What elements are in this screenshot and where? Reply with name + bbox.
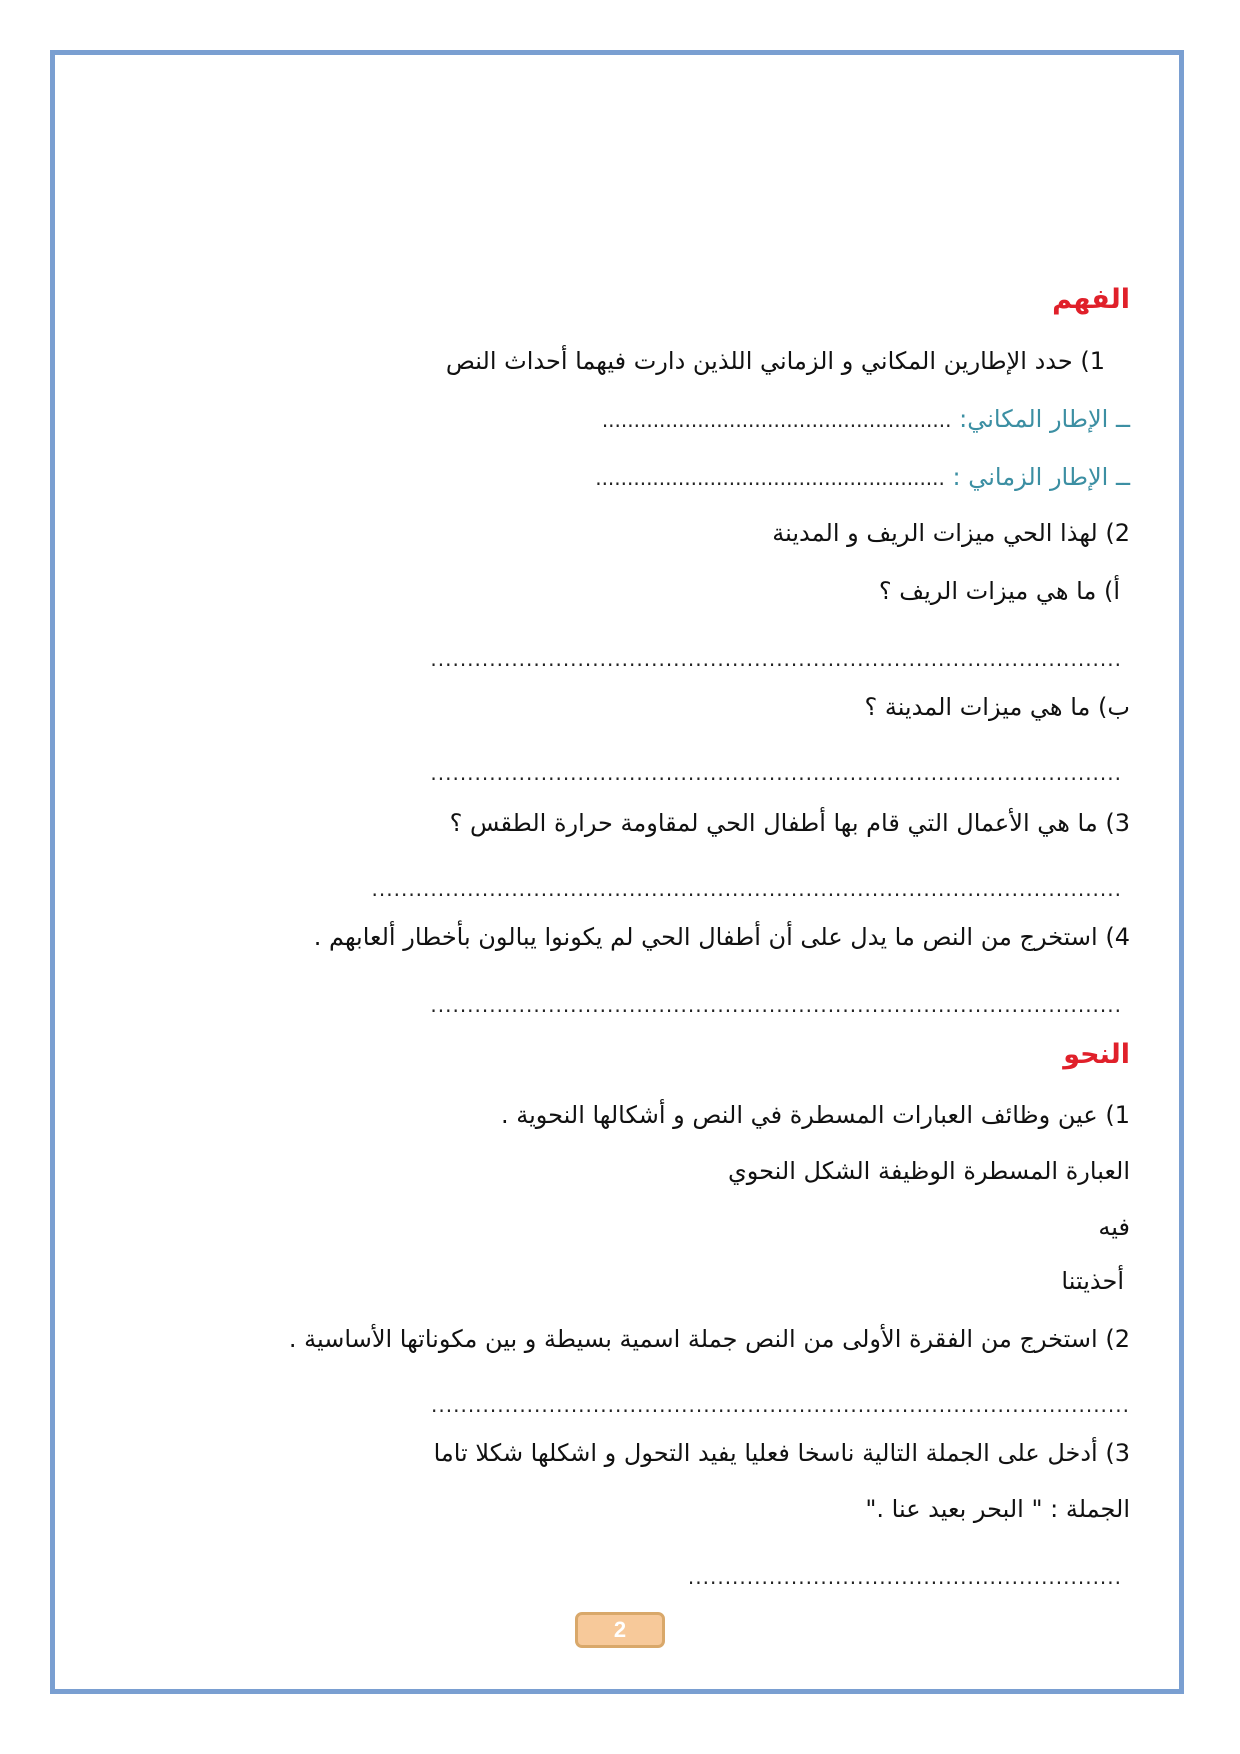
question-text: لهذا الحي ميزات الريف و المدينة xyxy=(772,519,1098,547)
answer-line-grammar-3: ........................................................... xyxy=(687,1565,1122,1589)
question-text: ما هي ميزات الريف ؟ xyxy=(878,577,1097,605)
time-frame-label: ــ الإطار الزماني : xyxy=(952,463,1130,491)
worksheet-page xyxy=(250,0,1130,1754)
comprehension-question-2a xyxy=(879,574,1120,608)
question-text: عين وظائف العبارات المسطرة في النص و أشكالها النحوية . xyxy=(500,1101,1098,1129)
question-number: أ) xyxy=(1103,577,1120,605)
question-number: 3) xyxy=(1105,809,1130,837)
answer-line-2a: .............................................................................................. xyxy=(430,647,1122,671)
comprehension-question-2 xyxy=(772,516,1130,550)
table-header: العبارة المسطرة الوظيفة الشكل النحوي xyxy=(727,1157,1130,1185)
question-text: استخرج من النص ما يدل على أن أطفال الحي لم يكونوا يبالون بأخطار ألعابهم . xyxy=(313,923,1098,951)
answer-line-grammar-2: ............................................................................................... xyxy=(431,1393,1130,1417)
grammar-question-2 xyxy=(289,1322,1130,1356)
comprehension-question-1 xyxy=(446,344,1105,378)
answer-line-3: ...................................................................................................... xyxy=(371,877,1122,901)
grammar-heading: النحو xyxy=(1063,1039,1130,1070)
question-number: ب) xyxy=(1098,693,1130,721)
place-frame-label: ــ الإطار المكاني: xyxy=(951,405,1130,433)
question-text: استخرج من الفقرة الأولى من النص جملة اسمية بسيطة و بين مكوناتها الأساسية . xyxy=(288,1325,1098,1353)
answer-line-2b: .............................................................................................. xyxy=(430,761,1122,785)
question-text: ما هي الأعمال التي قام بها أطفال الحي لمقاومة حرارة الطقس ؟ xyxy=(449,809,1098,837)
question-number: 1) xyxy=(1080,347,1105,375)
time-frame-answer-line xyxy=(595,460,1130,495)
place-frame-answer-line xyxy=(602,402,1130,437)
question-text: حدد الإطارين المكاني و الزماني اللذين دارت فيهما أحداث النص xyxy=(445,347,1073,375)
grammar-question-1 xyxy=(501,1098,1130,1132)
question-number: 2) xyxy=(1105,1325,1130,1353)
comprehension-question-3 xyxy=(450,806,1130,840)
answer-line-4: .............................................................................................. xyxy=(430,993,1122,1017)
comprehension-question-4 xyxy=(314,920,1130,954)
comprehension-question-2b xyxy=(864,690,1130,724)
example-sentence: الجملة : " البحر بعيد عنا ." xyxy=(865,1495,1130,1523)
table-row-2: أحذيتنا xyxy=(1061,1267,1124,1295)
question-number: 2) xyxy=(1105,519,1130,547)
question-number: 3) xyxy=(1105,1439,1130,1467)
question-text: أدخل على الجملة التالية ناسخا فعليا يفيد التحول و اشكلها شكلا تاما xyxy=(433,1439,1098,1467)
answer-dots: ....................................................... xyxy=(601,408,952,432)
grammar-question-3 xyxy=(434,1436,1130,1470)
question-text: ما هي ميزات المدينة ؟ xyxy=(864,693,1091,721)
answer-dots: ....................................................... xyxy=(595,466,945,490)
table-row-1: فيه xyxy=(1098,1213,1130,1241)
page-number-badge: 2 xyxy=(575,1612,665,1648)
comprehension-heading: الفهم xyxy=(1052,284,1130,315)
question-number: 4) xyxy=(1105,923,1130,951)
question-number: 1) xyxy=(1105,1101,1130,1129)
